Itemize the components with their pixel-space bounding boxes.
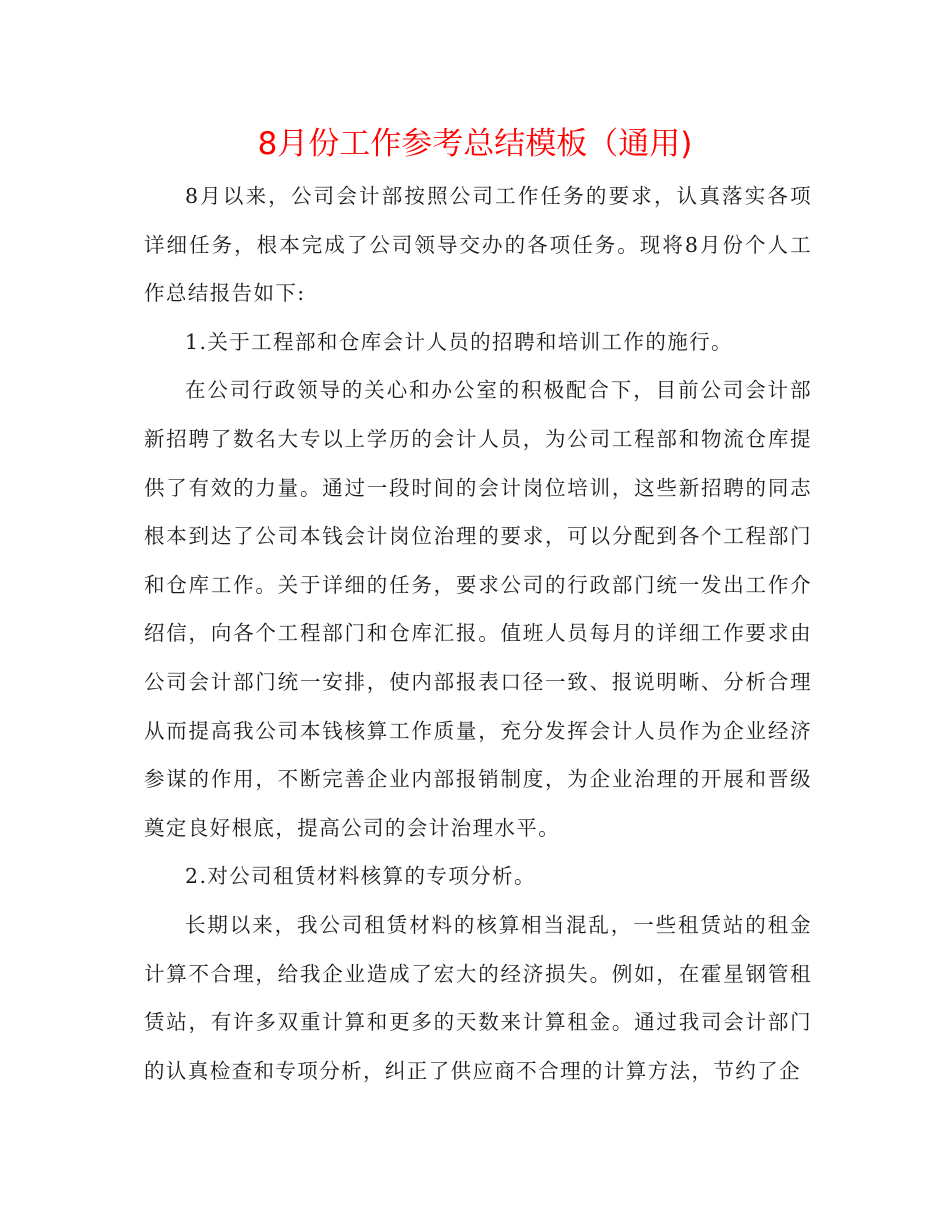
document-title: 8月份工作参考总结模板（通用)	[257, 126, 693, 162]
section-heading-1: 1.关于工程部和仓库会计人员的招聘和培训工作的施行。	[185, 329, 733, 354]
paragraph-leasing: 长期以来，我公司租赁材料的核算相当混乱，一些租赁站的租金计算不合理，给我企业造成了宏大的经济损失。例如，在霍星钢管租赁站，有许多双重计算和更多的天数来计算租金。通过我司会计部门的认真检查和专项分析，纠正了供应商不合理的计算方法，节约了企	[144, 912, 812, 1083]
paragraph-recruitment: 在公司行政领导的关心和办公室的积极配合下，目前公司会计部新招聘了数名大专以上学历的会计人员，为公司工程部和物流仓库提供了有效的力量。通过一段时间的会计岗位培训，这些新招聘的同志根本到达了公司本钱会计岗位治理的要求，可以分配到各个工程部门和仓库工作。关于详细的任务，要求公司的行政部门统一发出工作介绍信，向各个工程部门和仓库汇报。值班人员每月的详细工作要求由公司会计部门统一安排，使内部报表口径一致、报说明晰、分析合理从而提高我公司本钱核算工作质量，充分发挥会计人员作为企业经济参谋的作用，不断完善企业内部报销制度，为企业治理的开展和晋级奠定良好根底，提高公司的会计治理水平。	[144, 378, 812, 840]
section-heading-2: 2.对公司租赁材料核算的专项分析。	[185, 864, 536, 889]
document-body	[144, 172, 812, 1095]
paragraph-intro: 8月以来，公司会计部按照公司工作任务的要求，认真落实各项详细任务，根本完成了公司领导交办的各项任务。现将8月份个人工作总结报告如下:	[144, 184, 812, 306]
